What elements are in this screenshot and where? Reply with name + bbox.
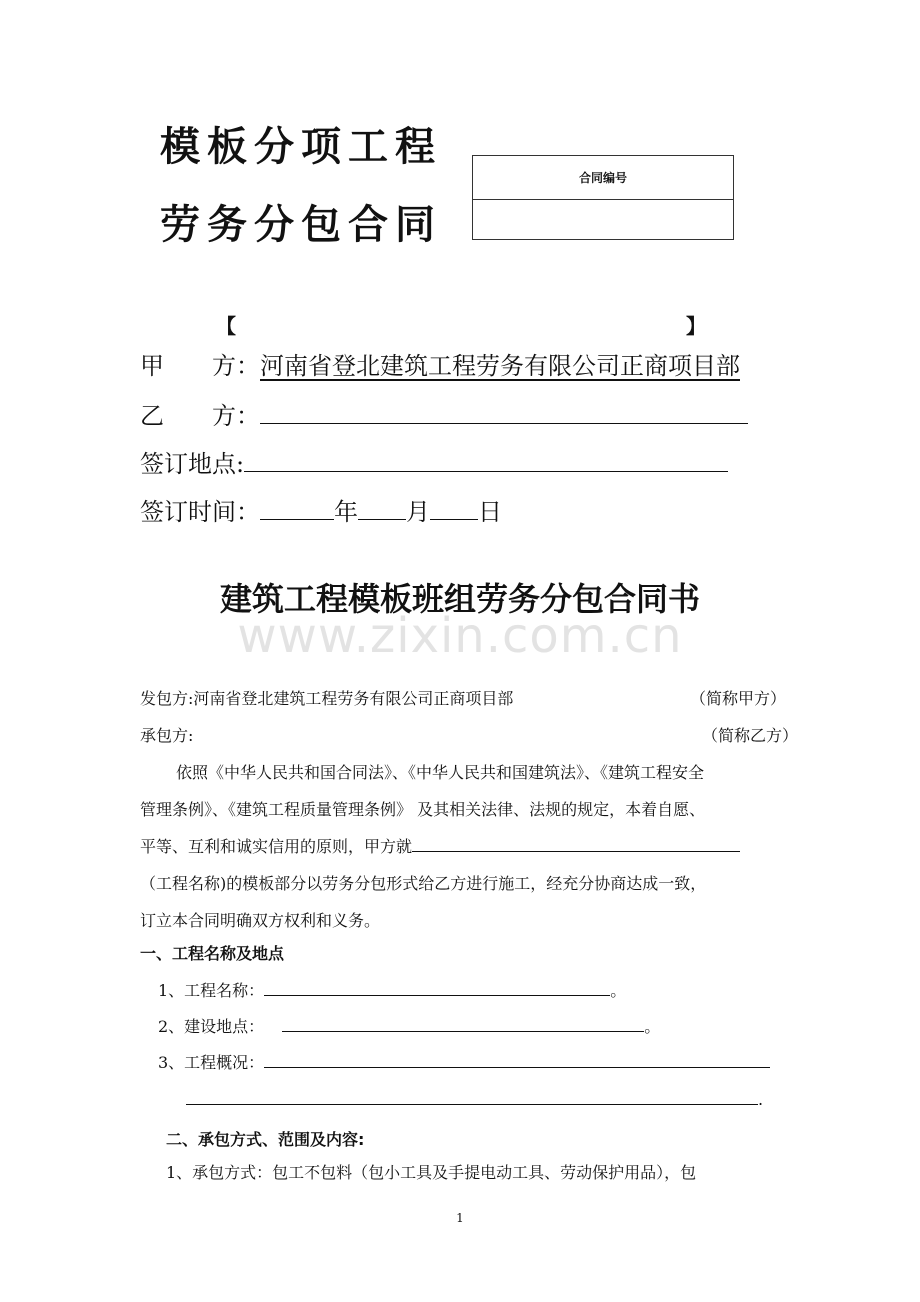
item3-field[interactable] <box>264 1051 770 1068</box>
item3-end: . <box>758 1090 764 1109</box>
contract-number-field[interactable] <box>473 200 733 240</box>
sign-place-label: 签订地点: <box>140 450 245 478</box>
project-name-field[interactable] <box>412 835 740 852</box>
watermark: www.zixin.com.cn <box>237 608 683 664</box>
item1-row <box>158 978 626 1001</box>
contract-number-box <box>472 155 734 240</box>
item1-label: 1、工程名称： <box>158 981 265 1000</box>
party-b-label: 乙 方： <box>140 402 260 430</box>
sign-place-row <box>140 444 728 479</box>
year-field[interactable] <box>260 495 334 520</box>
bracket-right: 】 <box>686 314 706 338</box>
item4-text: 1、承包方式：包工不包料（包小工具及手提电动工具、劳动保护用品），包 <box>166 1163 697 1182</box>
cover-title-line1: 模板分项工程 <box>160 124 442 170</box>
employer-label: 发包方:河南省登北建筑工程劳务有限公司正商项目部 <box>140 689 514 708</box>
party-a-label: 甲 方： <box>140 352 260 380</box>
para1-line3: 平等、互利和诚实信用的原则，甲方就 <box>140 837 413 856</box>
item2-row <box>158 1014 660 1037</box>
para1-line2: 管理条例》、《建筑工程质量管理条例》 及其相关法律、法规的规定，本着自愿、 <box>140 800 706 819</box>
item2-end: 。 <box>644 1017 661 1036</box>
para1-line1: 依照《中华人民共和国合同法》、《中华人民共和国建筑法》、《建筑工程安全 <box>176 763 705 782</box>
item3-label: 3、工程概况： <box>158 1053 265 1072</box>
sign-place-field[interactable] <box>244 447 728 472</box>
para1-line5: 订立本合同明确双方权利和义务。 <box>140 911 381 930</box>
contractor-label: 承包方: <box>140 726 194 745</box>
year-label: 年 <box>334 498 358 526</box>
day-field[interactable] <box>430 495 478 520</box>
day-label: 日 <box>478 498 502 526</box>
party-a-value: 河南省登北建筑工程劳务有限公司正商项目部 <box>260 352 740 380</box>
para1-line4: （工程名称)的模板部分以劳务分包形式给乙方进行施工，经充分协商达成一致， <box>140 874 707 893</box>
section1-heading: 一、工程名称及地点 <box>140 944 285 963</box>
month-field[interactable] <box>358 495 406 520</box>
party-b-row <box>140 396 748 431</box>
party-b-field[interactable] <box>260 399 748 424</box>
sign-time-row <box>140 492 502 527</box>
party-a-row <box>140 346 740 381</box>
month-label: 月 <box>406 498 430 526</box>
item3-row2 <box>186 1088 763 1109</box>
item1-end: 。 <box>610 981 627 1000</box>
contractor-short: （简称乙方） <box>702 726 799 745</box>
item3-field-line2[interactable] <box>186 1088 758 1105</box>
section2-heading: 二、承包方式、范围及内容: <box>166 1130 365 1149</box>
cover-title-line2: 劳务分包合同 <box>160 202 442 248</box>
item2-label: 2、建设地点： <box>158 1017 265 1036</box>
contract-number-label: 合同编号 <box>473 156 733 200</box>
employer-short: （简称甲方） <box>690 689 787 708</box>
sign-time-label: 签订时间： <box>140 498 260 526</box>
item1-field[interactable] <box>264 979 610 996</box>
para1-line3-row <box>140 834 740 857</box>
item2-field[interactable] <box>282 1015 644 1032</box>
main-title: 建筑工程模板班组劳务分包合同书 <box>219 580 700 618</box>
page-number: 1 <box>456 1211 464 1225</box>
item3-row <box>158 1050 770 1073</box>
bracket-left: 【 <box>216 314 236 338</box>
